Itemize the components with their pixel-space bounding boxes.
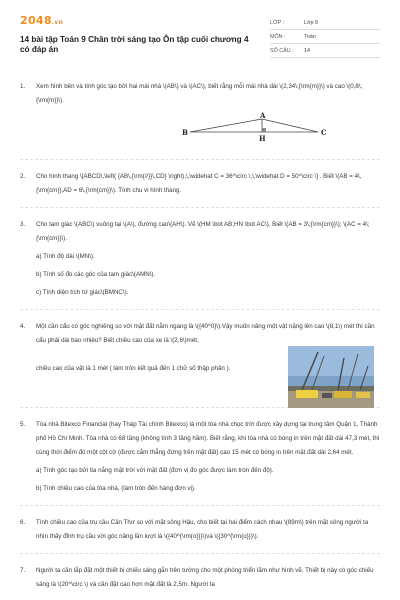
document-header: [20, 14, 380, 58]
document-title: 14 bài tập Toán 9 Chân trời sáng tạo Ôn tập cuối chương 4 có đáp án: [20, 35, 249, 55]
divider: [20, 159, 380, 161]
info-value: Lớp 9: [304, 19, 319, 26]
question-1: [20, 80, 380, 150]
logo-suffix: .vn: [51, 19, 64, 26]
question-5: [20, 418, 380, 496]
question-text: Xem hình bên và tính góc tạo bởi hai mái nhà \(AB\) và \(AC\), biết rằng mỗi mái nhà dài \(2,34\;{\rm{m}}\) và cao \(0,8\;{\rm{m}}\).: [36, 83, 363, 104]
info-label: SỐ CÂU :: [270, 47, 294, 54]
question-text: Tòa nhà Bitexco Financial (hay Tháp Tài chính Bitexco) là một tòa nhà chọc trời được xây dựng tại trung tâm Quận 1, Thành phố Hồ Chí Minh. Tòa nhà có 68 tầng (không tính 3 tầng hầm). Biết rằng, khi tòa nhà có bóng in trên mặt đất dài 47,3 mét, thì cùng thời điểm đó một cột cờ (được cắm thẳng đứng trên mặt đất) cao 15 mét có bóng in trên mặt đất dài 2,64 mét.: [36, 421, 380, 456]
question-number: 1.: [20, 83, 26, 90]
sub-question-c: c) Tính diện tích tứ giác\(BMNC\).: [36, 289, 129, 296]
label-h: H: [259, 134, 266, 143]
question-text: Tính chiều cao của trụ cầu Cần Thơ so với mặt sông Hậu, cho biết tại hai điểm cách nhau \(89m\) trên mặt sông người ta nhìn thấy đỉnh trụ cầu với góc nâng lần lượt là \({40^{\rm{o}}}\)và \({30^{\rm{o}}}\).: [36, 519, 369, 540]
logo-main: 2048: [20, 14, 52, 27]
info-row-grade: [270, 16, 380, 30]
info-value: Toán: [304, 33, 316, 40]
question-list: [20, 80, 380, 592]
crane-photo: [288, 346, 374, 408]
question-number: 3.: [20, 221, 26, 228]
label-b: B: [182, 128, 188, 137]
roof-triangle-figure: [36, 110, 380, 150]
sub-question-a: a) Tính độ dài \(MN\).: [36, 253, 95, 260]
info-row-count: [270, 44, 380, 58]
question-number: 4.: [20, 323, 26, 330]
divider: [20, 505, 380, 507]
info-label: LỚP :: [270, 19, 285, 26]
question-text: Cho tam giác \(ABC\) vuông tại \(A\), đường cao\(AH\). Vẽ \(HM \bot AB;HN \bot AC\). Biết \(AB = 3\;{\rm{cm}}\); \(AC = 4\;{\rm{cm}}\).: [36, 221, 370, 242]
question-text: Cho hình thang \[ABCD\,\left( {AB\,{\rm{//}}\,CD} \right),\,\widehat C = 36^\circ \,\,\widehat D = 50^\circ \] . Biết \(AB = 4\,{\rm{cm}},AD = 6\,{\rm{cm}}\). Tính chu vi hình thang.: [36, 173, 362, 194]
question-text: Người ta cần lắp đặt một thiết bị chiếu sáng gắn trên tường cho một phòng triển lãm như hình vẽ. Thiết bị này có góc chiếu sáng là \(20^\circ \) và cần đặt cao hơn mặt đất là 2,5m. Người ta: [36, 567, 374, 588]
sub-question-b: b) Tính số đo các góc của tam giác\(AMN\).: [36, 271, 156, 278]
info-value: 14: [304, 47, 310, 54]
sub-question-a: a) Tính góc tạo bởi tia nắng mặt trời với mặt đất (đơn vị đo góc được làm tròn đến độ).: [36, 467, 274, 474]
question-6: [20, 516, 380, 544]
question-text: Một cần cẩu có góc nghiêng so với mặt đất nằm ngang là \({40^0}\).Vậy muốn nâng một vật nặng lên cao \(8,1\) mét thì cần cẩu phải dài bao nhiêu? Biết chiều cao của xe là \(2,6\)mét,: [36, 323, 375, 344]
label-a: A: [260, 111, 266, 120]
question-7: [20, 564, 380, 592]
divider: [20, 553, 380, 555]
question-3: [20, 218, 380, 300]
site-logo[interactable]: [20, 14, 63, 27]
question-text-continued: chiều cao của vật là 1 mét ( làm tròn kết quả đến 1 chữ số thập phân ).: [36, 365, 231, 372]
label-c: C: [321, 128, 327, 137]
info-table: [270, 16, 380, 58]
divider: [20, 309, 380, 311]
info-row-subject: [270, 30, 380, 44]
info-label: MÔN :: [270, 33, 286, 40]
question-2: [20, 170, 380, 198]
divider: [20, 207, 380, 209]
question-number: 7.: [20, 567, 26, 574]
question-4: [20, 320, 380, 398]
question-number: 6.: [20, 519, 26, 526]
sub-question-b: b) Tính chiều cao của tòa nhà, (làm tròn đến hàng đơn vị).: [36, 485, 196, 492]
roof-triangle-diagram: [36, 110, 380, 150]
question-number: 5.: [20, 421, 26, 428]
question-number: 2.: [20, 173, 26, 180]
